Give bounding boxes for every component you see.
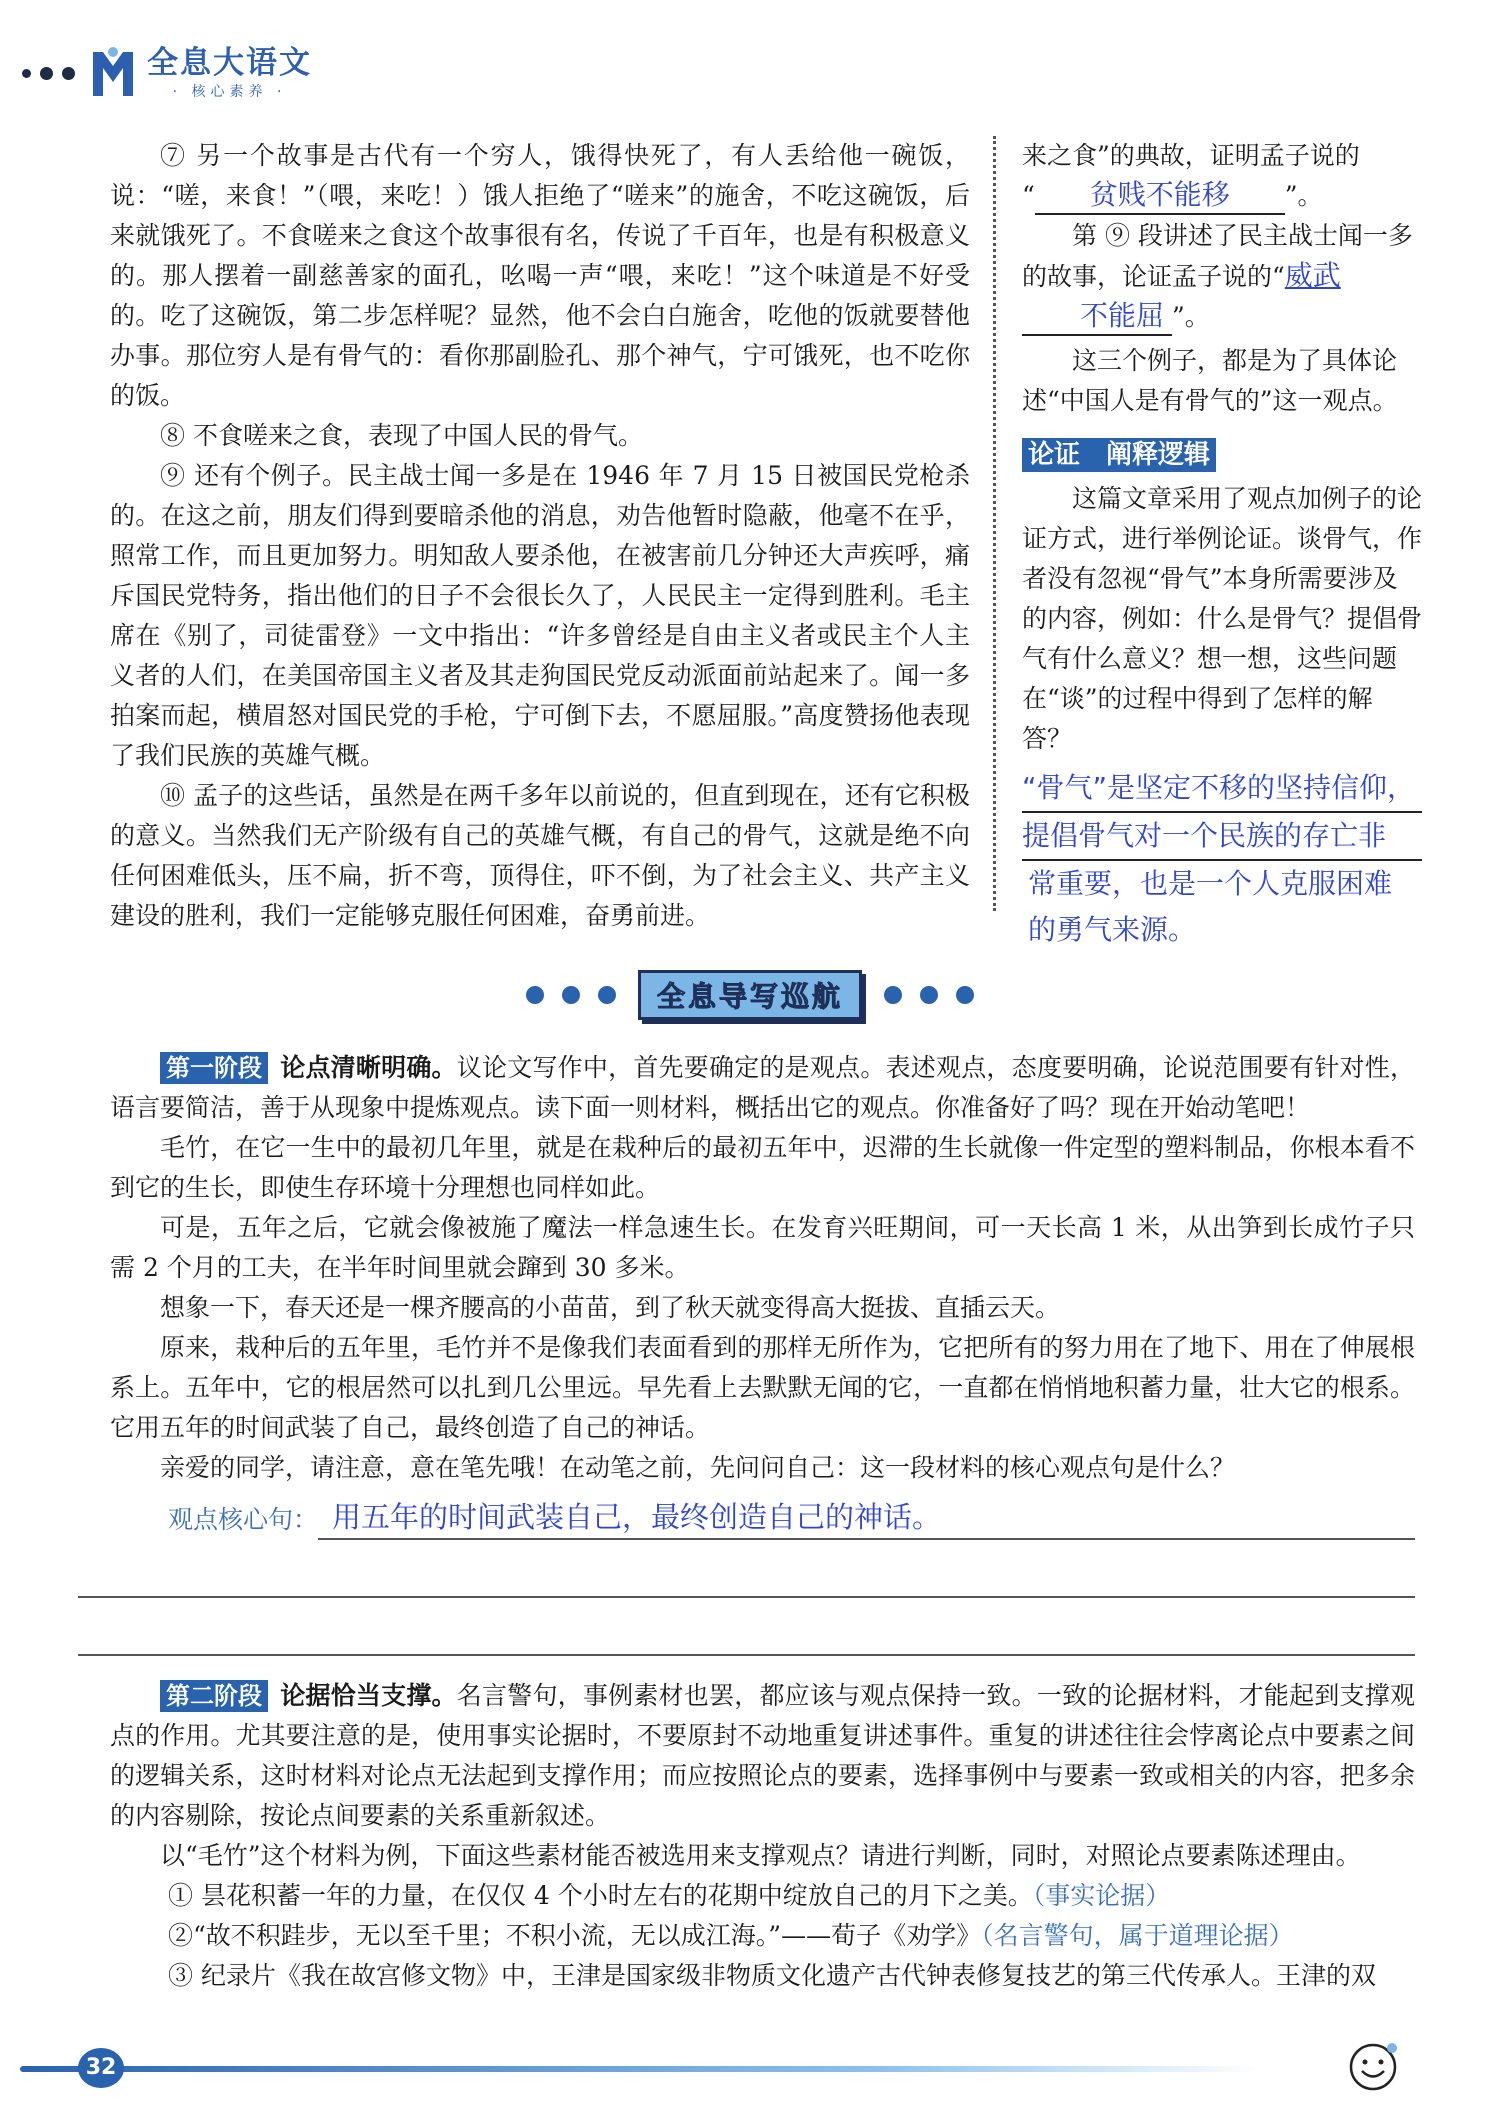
material-p3: 想象一下，春天还是一棵齐腰高的小苗苗，到了秋天就变得高大挺拔、直插云天。: [160, 1293, 1061, 1322]
article-text: [110, 136, 970, 936]
quote-close: ”。: [1284, 181, 1323, 210]
answer-blank-2b[interactable]: 不能屈: [1022, 298, 1172, 336]
stage2-text: 名言警句，事例素材也罢，都应该与观点保持一致。一致的论据材料，才能起到支撑观点的作用。尤其要注意的是，使用事实论据时，不要原封不动地重复讲述事件。重复的讲述往往会悖离论点中要素之间的逻辑关系，这时材料对论点无法起到支撑作用；而应按照论点的要素，选择事例中与要素一致或相关的内容，把多余的内容剔除，按论点间要素的关系重新叙述。: [110, 1681, 1415, 1830]
material-p5: 亲爱的同学，请注意，意在笔先哦！在动笔之前，先问问自己：这一段材料的核心观点句是什么？: [160, 1453, 1236, 1482]
page-footer: [0, 2040, 1500, 2100]
material-p1: 毛竹，在它一生中的最初几年里，就是在栽种后的最初五年中，迟滞的生长就像一件定型的塑料制品，你根本看不到它的生长，即使生存环境十分理想也同样如此。: [110, 1133, 1415, 1202]
quote-open: “: [1022, 181, 1035, 210]
stage1-lead: 论点清晰明确。: [280, 1053, 457, 1082]
item-3: ③ 纪录片《我在故宫修文物》中，王津是国家级非物质文化遗产古代钟表修复技艺的第三代传承人。王津的双: [168, 1961, 1376, 1990]
quote-close-2: ”。: [1172, 302, 1210, 331]
answer-blank-1[interactable]: 贫贱不能移: [1035, 177, 1285, 215]
column-divider: [993, 136, 996, 911]
analysis-p1: [1022, 136, 1422, 216]
material-items: [110, 1876, 1415, 1996]
paragraph-10: ⑩ 孟子的这些话，虽然是在两千多年以前说的，但直到现在，还有它积极的意义。当然我们无产阶级有自己的英雄气概，有自己的骨气，这就是绝不向任何困难低头，压不扁，折不弯，顶得住，吓不倒，为了社会主义、共产主义建设的胜利，我们一定能够克服任何困难，奋勇前进。: [110, 781, 970, 930]
item-1: [110, 1876, 1415, 1916]
smiley-icon: [1346, 2040, 1400, 2094]
analysis-p1-text: 来之食”的典故，证明孟子说的: [1022, 141, 1360, 170]
banner-dots-left: [526, 986, 616, 1004]
core-answer-field[interactable]: 用五年的时间武装自己，最终创造自己的神话。: [318, 1496, 1415, 1540]
brand-logo-icon: [89, 44, 137, 102]
analysis-sidebar: [1022, 136, 1422, 953]
answer-rule-1[interactable]: [78, 1540, 1415, 1598]
banner-title: 全息导写巡航: [638, 970, 862, 1020]
section-banner: [0, 965, 1500, 1025]
brand-subtitle: · 核心素养 ·: [172, 84, 287, 100]
item-1-note: （事实论据）: [1032, 1881, 1171, 1910]
core-label: 观点核心句：: [168, 1505, 319, 1534]
analysis-p2: [1022, 216, 1422, 337]
material-p4: 原来，栽种后的五年里，毛竹并不是像我们表面看到的那样无所作为，它把所有的努力用在了地下、用在了伸展根系上。五年中，它的根居然可以扎到几公里远。早先看上去默默无闻的它，一直都在悄悄地积蓄力量，壮大它的根系。它用五年的时间武装了自己，最终创造了自己的神话。: [110, 1333, 1415, 1442]
banner-dots-right: [884, 986, 974, 1004]
stage1-intro: [110, 1048, 1415, 1128]
answer-line-4: 的勇气来源。: [1028, 913, 1197, 946]
answer-line-2: 提倡骨气对一个民族的存亡非: [1022, 813, 1422, 861]
answer-line-3: 常重要，也是一个人克服困难: [1028, 867, 1393, 900]
item-2-text: ②“故不积跬步，无以至千里；不积小流，无以成江海。”——荀子《劝学》: [168, 1921, 982, 1950]
analysis-tag-row: [1022, 435, 1422, 475]
footer-bar: [20, 2066, 1260, 2072]
stage2-lead: 论据恰当支撑。: [280, 1681, 457, 1710]
handwritten-answer[interactable]: [1022, 765, 1422, 953]
analysis-p3: 这三个例子，都是为了具体论述“中国人是有骨气的”这一观点。: [1022, 346, 1398, 415]
stage2-prompt: 以“毛竹”这个材料为例，下面这些素材能否被选用来支撑观点？请进行判断，同时，对照论点要素陈述理由。: [160, 1841, 1361, 1870]
paragraph-8: ⑧ 不食嗟来之食，表现了中国人民的骨气。: [160, 421, 643, 450]
stage2-label: 第二阶段: [160, 1680, 268, 1712]
stage1-label: 第一阶段: [160, 1052, 268, 1084]
page-number: 32: [78, 2048, 124, 2088]
item-2-note: （名言警句，属于道理论据）: [981, 1921, 1294, 1950]
page-header: [22, 38, 312, 108]
answer-blank-2a[interactable]: 威武: [1284, 259, 1341, 292]
brand-text: [147, 45, 312, 101]
core-sentence-row: [110, 1496, 1415, 1540]
logic-tag: 论证 阐释逻辑: [1022, 438, 1216, 472]
brand-name: 全息大语文: [147, 45, 312, 81]
writing-guide: [110, 1048, 1415, 1996]
answer-line-1: “骨气”是坚定不移的坚持信仰，: [1022, 765, 1422, 813]
analysis-p4: 这篇文章采用了观点加例子的论证方式，进行举例论证。谈骨气，作者没有忽视“骨气”本身所需要涉及的内容，例如：什么是骨气？提倡骨气有什么意义？想一想，这些问题在“谈”的过程中得到了怎样的解答？: [1022, 484, 1423, 753]
item-1-text: ① 昙花积蓄一年的力量，在仅仅 4 个小时左右的花期中绽放自己的月下之美。: [168, 1881, 1033, 1910]
paragraph-9: ⑨ 还有个例子。民主战士闻一多是在 1946 年 7 月 15 日被国民党枪杀的。在这之前，朋友们得到要暗杀他的消息，劝告他暂时隐蔽，他毫不在乎，照常工作，而且更加努力。明知敌人要杀他，在被害前几分钟还大声疾呼，痛斥国民党特务，指出他们的日子不会很长久了，人民民主一定得到胜利。毛主席在《别了，司徒雷登》一文中指出：“许多曾经是自由主义者或民主个人主义者的人们，在美国帝国主义者及其走狗国民党反动派面前站起来了。闻一多拍案而起，横眉怒对国民党的手枪，宁可倒下去，不愿屈服。”高度赞扬他表现了我们民族的英雄气概。: [110, 461, 970, 770]
header-dots: [22, 67, 75, 80]
item-2: [110, 1916, 1415, 1956]
stage1-text: 议论文写作中，首先要确定的是观点。表述观点，态度要明确，论说范围要有针对性，语言要简洁，善于从现象中提炼观点。读下面一则材料，概括出它的观点。你准备好了吗？现在开始动笔吧！: [110, 1053, 1415, 1122]
paragraph-7: ⑦ 另一个故事是古代有一个穷人，饿得快死了，有人丢给他一碗饭，说：“嗟，来食！”（喂，来吃！）饿人拒绝了“嗟来”的施舍，不吃这碗饭，后来就饿死了。不食嗟来之食这个故事很有名，传说了千百年，也是有积极意义的。那人摆着一副慈善家的面孔，吆喝一声“喂，来吃！”这个味道是不好受的。吃了这碗饭，第二步怎样呢？显然，他不会白白施舍，吃他的饭就要替他办事。那位穷人是有骨气的：看你那副脸孔、那个神气，宁可饿死，也不吃你的饭。: [110, 141, 970, 410]
stage2-intro: [110, 1676, 1415, 1836]
answer-rule-2[interactable]: [78, 1598, 1415, 1656]
analysis-p2-text: 第 ⑨ 段讲述了民主战士闻一多的故事，论证孟子说的“: [1022, 221, 1413, 291]
material-p2: 可是，五年之后，它就会像被施了魔法一样急速生长。在发育兴旺期间，可一天长高 1 米，从出笋到长成竹子只需 2 个月的工夫，在半年时间里就会蹿到 30 多米。: [110, 1213, 1415, 1282]
